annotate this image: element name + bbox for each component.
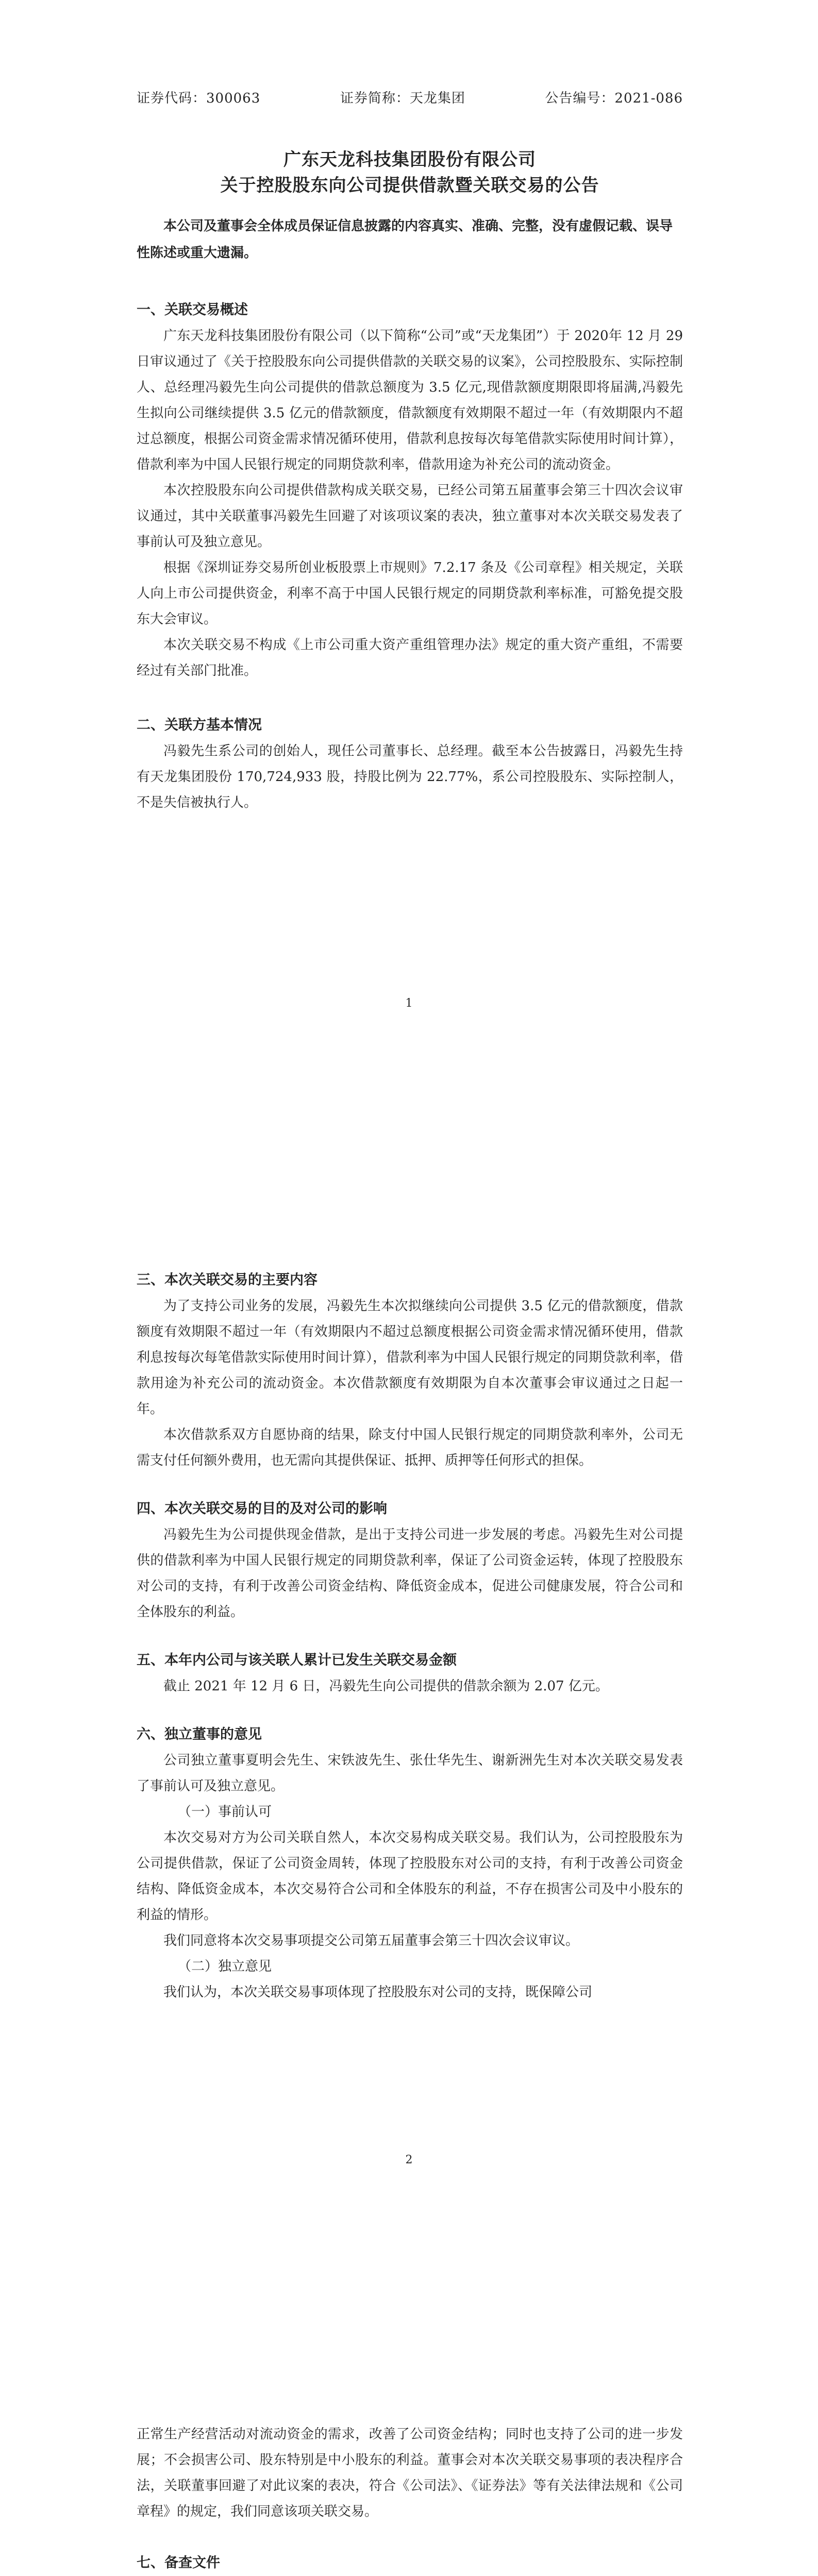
section-6-para-3: 我们同意将本次交易事项提交公司第五届董事会第三十四次会议审议。 (163, 1933, 579, 1948)
section-2-heading: 二、关联方基本情况 (137, 717, 262, 733)
section-3-para-1: 为了支持公司业务的发展，冯毅先生本次拟继续向公司提供 3.5 亿元的借款额度，借款额度有效期限不超过一年（有效期限内不超过总额度根据公司资金需求情况循环使用，借款利息按每次每笔借款实际使用时间计算），借款利率为中国人民银行规定的同期贷款利率，借款用途为补充公司的流动资金。本次借款额度有效期限为自本次董事会审议通过之日起一年。 (137, 1298, 683, 1417)
announcement-title: 关于控股股东向公司提供借款暨关联交易的公告 (220, 175, 599, 196)
section-7-heading: 七、备查文件 (137, 2555, 220, 2571)
section-2-para-1: 冯毅先生系公司的创始人，现任公司董事长、总经理。截至本公告披露日，冯毅先生持有天龙集团股份 170,724,933 股，持股比例为 22.77%，系公司控股股东、实际控制人，不是失信被执行人。 (137, 743, 683, 810)
section-3-para-2: 本次借款系双方自愿协商的结果，除支付中国人民银行规定的同期贷款利率外，公司无需支付任何额外费用，也无需向其提供保证、抵押、质押等任何形式的担保。 (137, 1427, 683, 1468)
section-1-para-4: 本次关联交易不构成《上市公司重大资产重组管理办法》规定的重大资产重组，不需要经过有关部门批准。 (137, 637, 683, 679)
section-6-para-4b: 正常生产经营活动对流动资金的需求，改善了公司资金结构；同时也支持了公司的进一步发展；不会损害公司、股东特别是中小股东的利益。董事会对本次关联交易事项的表决程序合法，关联董事回避了对此议案的表决，符合《公司法》、《证券法》等有关法律法规和《公司章程》的规定，我们同意该项关联交易。 (137, 2427, 683, 2519)
section-4-para-1: 冯毅先生为公司提供现金借款，是出于支持公司进一步发展的考虑。冯毅先生对公司提供的借款利率为中国人民银行规定的同期贷款利率，保证了公司资金运转，体现了控股股东对公司的支持，有利于改善公司资金结构、降低资金成本，促进公司健康发展，符合公司和全体股东的利益。 (137, 1527, 683, 1620)
stock-abbr: 证券简称：天龙集团 (340, 91, 465, 106)
section-6-para-1: 公司独立董事夏明会先生、宋铁波先生、张仕华先生、谢新洲先生对本次关联交易发表了事前认可及独立意见。 (137, 1753, 683, 1794)
section-6-sub-2: （二）独立意见 (178, 1959, 272, 1974)
page-2 (0, 1157, 818, 2313)
section-4-heading: 四、本次关联交易的目的及对公司的影响 (137, 1501, 387, 1517)
section-6-para-2: 本次交易对方为公司关联自然人，本次交易构成关联交易。我们认为，公司控股股东为公司提供借款，保证了公司资金周转，体现了控股股东对公司的支持，有利于改善公司资金结构、降低资金成本，本次交易符合公司和全体股东的利益，不存在损害公司及中小股东的利益的情形。 (137, 1830, 683, 1923)
announcement-number: 公告编号：2021-086 (545, 91, 683, 106)
section-5-heading: 五、本年内公司与该关联人累计已发生关联交易金额 (137, 1652, 457, 1668)
section-5-para-1: 截止 2021 年 12 月 6 日，冯毅先生向公司提供的借款余额为 2.07 亿元。 (163, 1679, 609, 1694)
section-1-para-2: 本次控股股东向公司提供借款构成关联交易，已经公司第五届董事会第三十四次会议审议通过，其中关联董事冯毅先生回避了对该项议案的表决，独立董事对本次关联交易发表了事前认可及独立意见。 (137, 483, 683, 550)
page-number-1: 1 (405, 997, 413, 1010)
section-1-para-1: 广东天龙科技集团股份有限公司（以下简称“公司”或“天龙集团”）于 2020年 12 月 29 日审议通过了《关于控股股东向公司提供借款的关联交易的议案》，公司控股股东、实际控制人、总经理冯毅先生向公司提供的借款总额度为 3.5 亿元,现借款额度期限即将届满,冯毅先生拟向公司继续提供 3.5 亿元的借款额度，借款额度有效期限不超过一年（有效期限内不超过总额度，根据公司资金需求情况循环使用，借款利息按每次每笔借款实际使用时间计算），借款利率为中国人民银行规定的同期贷款利率，借款用途为补充公司的流动资金。 (137, 328, 683, 472)
section-1-para-3: 根据《深圳证券交易所创业板股票上市规则》7.2.17 条及《公司章程》相关规定，关联人向上市公司提供资金，利率不高于中国人民银行规定的同期贷款利率标准，可豁免提交股东大会审议。 (137, 560, 683, 627)
page-1 (0, 0, 818, 1157)
page-number-2: 2 (405, 2154, 413, 2166)
section-6-heading: 六、独立董事的意见 (137, 1726, 262, 1742)
page-3 (0, 2313, 818, 2576)
page-2-content (137, 1267, 683, 2005)
section-3-heading: 三、本次关联交易的主要内容 (137, 1272, 318, 1288)
section-6-sub-1: （一）事前认可 (178, 1804, 272, 1820)
company-title: 广东天龙科技集团股份有限公司 (283, 149, 536, 170)
page-1-content (137, 147, 683, 816)
section-1-heading: 一、关联交易概述 (137, 302, 248, 318)
announcement-header (137, 88, 683, 107)
page-3-content (137, 2421, 683, 2576)
disclaimer: 本公司及董事会全体成员保证信息披露的内容真实、准确、完整，没有虚假记载、误导性陈述或重大遗漏。 (137, 218, 673, 261)
section-6-para-4a: 我们认为，本次关联交易事项体现了控股股东对公司的支持，既保障公司 (163, 1985, 593, 2000)
stock-code: 证券代码：300063 (137, 91, 261, 106)
